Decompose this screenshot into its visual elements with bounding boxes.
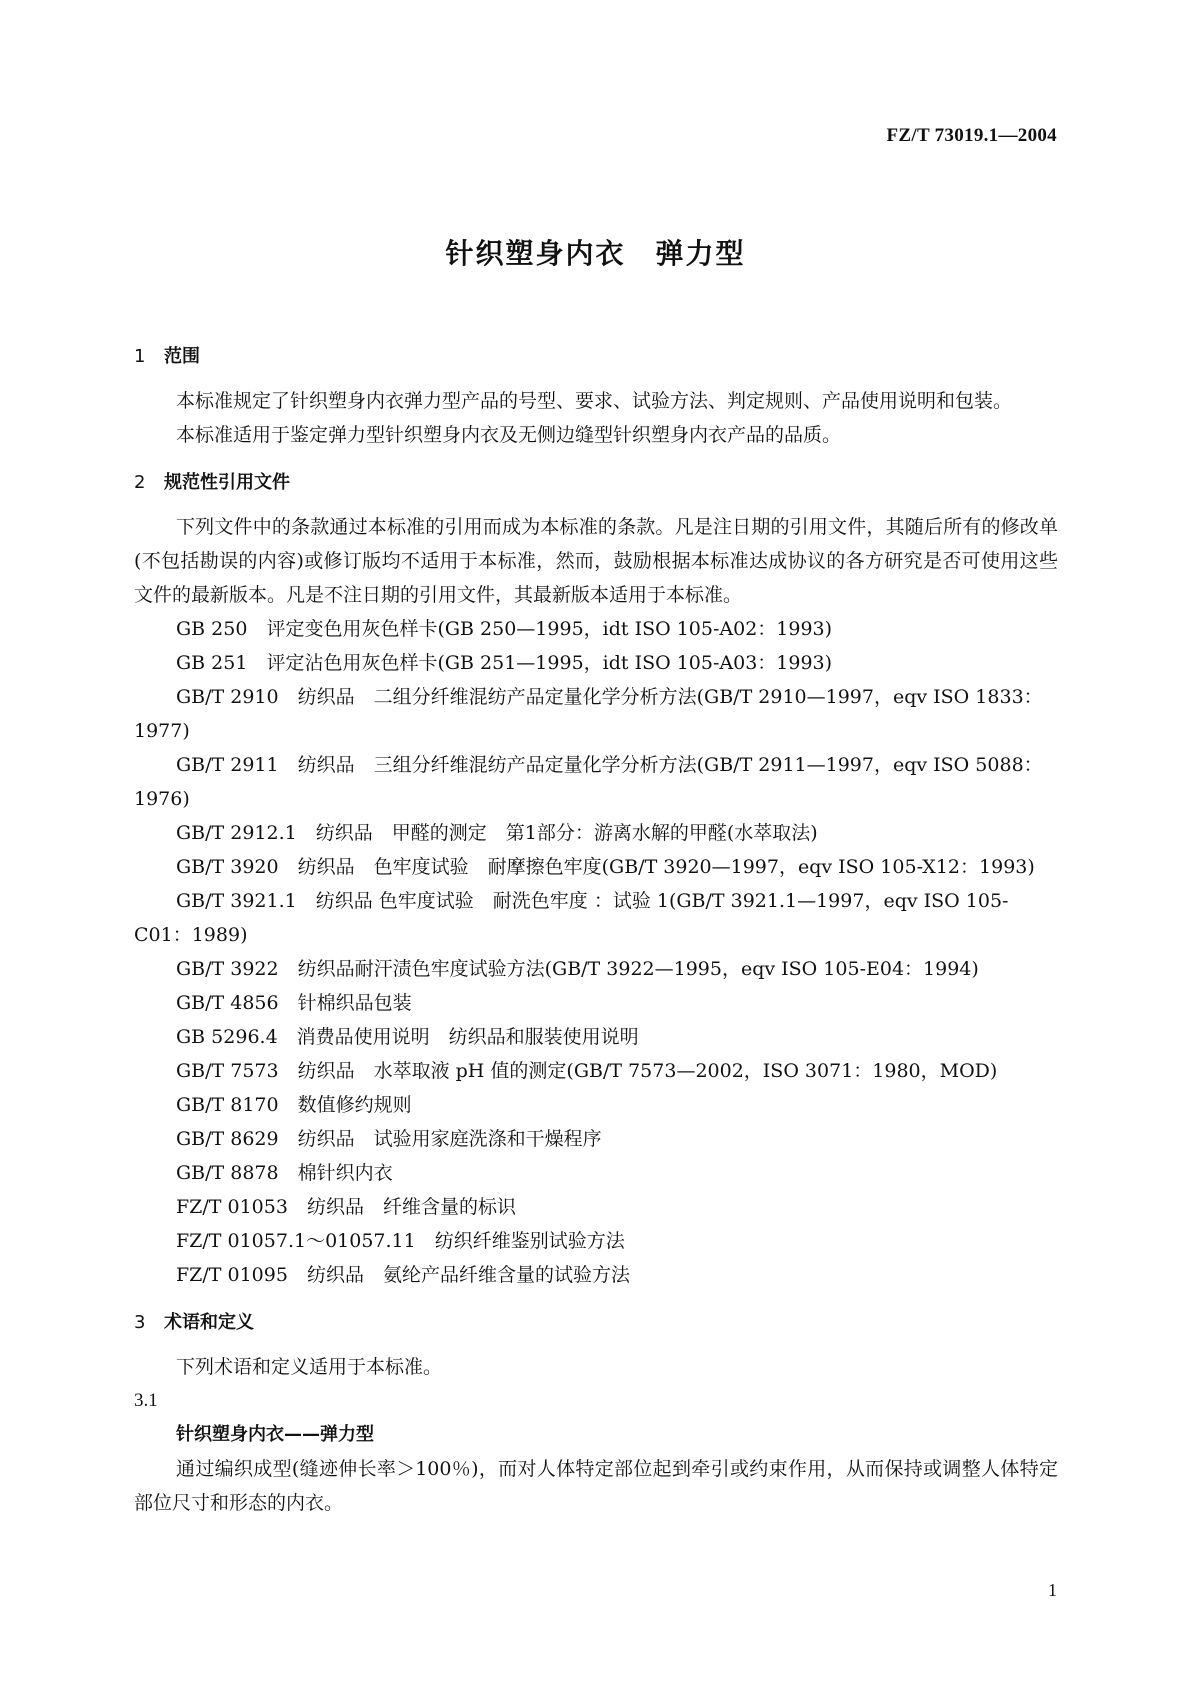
reference-item-continuation: C01：1989) xyxy=(134,924,248,946)
reference-item-continuation: 1976) xyxy=(134,788,190,810)
reference-item-continuation: 1977) xyxy=(134,720,190,742)
page-number: 1 xyxy=(1048,1580,1057,1600)
scope-paragraph-1: 本标准规定了针织塑身内衣弹力型产品的号型、要求、试验方法、判定规则、产品使用说明和包装。 xyxy=(176,390,1013,412)
document-title: 针织塑身内衣 弹力型 xyxy=(445,237,746,270)
section-number: 1 xyxy=(134,346,146,367)
section-title: 范围 xyxy=(164,346,200,367)
terms-intro: 下列术语和定义适用于本标准。 xyxy=(176,1356,443,1378)
term-name: 针织塑身内衣——弹力型 xyxy=(176,1424,374,1445)
reference-item: GB/T 3921.1 纺织品 色牢度试验 耐洗色牢度 ：试验 1(GB/T 3921.1—1997，eqv ISO 105- xyxy=(176,890,1009,912)
references-intro: 下列文件中的条款通过本标准的引用而成为本标准的条款。凡是注日期的引用文件，其随后所有的修改单(不包括勘误的内容)或修订版均不适用于本标准，然而，鼓励根据本标准达成协议的各方研究是否可使用这些文件的最新版本。凡是不注日期的引用文件，其最新版本适用于本标准。 xyxy=(134,516,1058,606)
document-body xyxy=(134,340,1058,1520)
reference-item: GB/T 8170 数值修约规则 xyxy=(176,1094,412,1116)
reference-item: GB/T 7573 纺织品 水萃取液 pH 值的测定(GB/T 7573—2002，ISO 3071：1980，MOD) xyxy=(176,1060,998,1082)
reference-item: FZ/T 01095 纺织品 氨纶产品纤维含量的试验方法 xyxy=(176,1264,630,1286)
section-number: 2 xyxy=(134,472,146,493)
reference-item: GB 251 评定沾色用灰色样卡(GB 251—1995，idt ISO 105-A03：1993) xyxy=(176,652,833,674)
section-number: 3 xyxy=(134,1312,146,1333)
standard-code: FZ/T 73019.1—2004 xyxy=(886,125,1057,146)
reference-item: GB/T 2911 纺织品 三组分纤维混纺产品定量化学分析方法(GB/T 2911—1997，eqv ISO 5088： xyxy=(176,754,1043,776)
reference-item: GB/T 2912.1 纺织品 甲醛的测定 第1部分：游离水解的甲醛(水萃取法) xyxy=(176,822,818,844)
section-3-heading xyxy=(134,1306,1058,1340)
reference-item: GB/T 8878 棉针织内衣 xyxy=(176,1162,393,1184)
reference-item: GB/T 3922 纺织品耐汗渍色牢度试验方法(GB/T 3922—1995，eqv ISO 105-E04：1994) xyxy=(176,958,979,980)
section-2-heading xyxy=(134,466,1058,500)
reference-item: GB/T 8629 纺织品 试验用家庭洗涤和干燥程序 xyxy=(176,1128,602,1150)
term-definition: 通过编织成型(缝迹伸长率＞100％)，而对人体特定部位起到牵引或约束作用，从而保持或调整人体特定部位尺寸和形态的内衣。 xyxy=(134,1458,1058,1514)
reference-item: GB 250 评定变色用灰色样卡(GB 250—1995，idt ISO 105-A02：1993) xyxy=(176,618,833,640)
section-1-heading xyxy=(134,340,1058,374)
section-title: 术语和定义 xyxy=(164,1312,254,1333)
reference-item: GB 5296.4 消费品使用说明 纺织品和服装使用说明 xyxy=(176,1026,639,1048)
reference-item: GB/T 3920 纺织品 色牢度试验 耐摩擦色牢度(GB/T 3920—1997，eqv ISO 105-X12：1993) xyxy=(176,856,1035,878)
reference-item: FZ/T 01057.1～01057.11 纺织纤维鉴别试验方法 xyxy=(176,1230,625,1252)
scope-paragraph-2: 本标准适用于鉴定弹力型针织塑身内衣及无侧边缝型针织塑身内衣产品的品质。 xyxy=(176,424,842,446)
reference-item: FZ/T 01053 纺织品 纤维含量的标识 xyxy=(176,1196,516,1218)
section-title: 规范性引用文件 xyxy=(164,472,290,493)
reference-item: GB/T 4856 针棉织品包装 xyxy=(176,992,412,1014)
reference-item: GB/T 2910 纺织品 二组分纤维混纺产品定量化学分析方法(GB/T 2910—1997，eqv ISO 1833： xyxy=(176,686,1043,708)
subsection-number: 3.1 xyxy=(134,1390,158,1411)
